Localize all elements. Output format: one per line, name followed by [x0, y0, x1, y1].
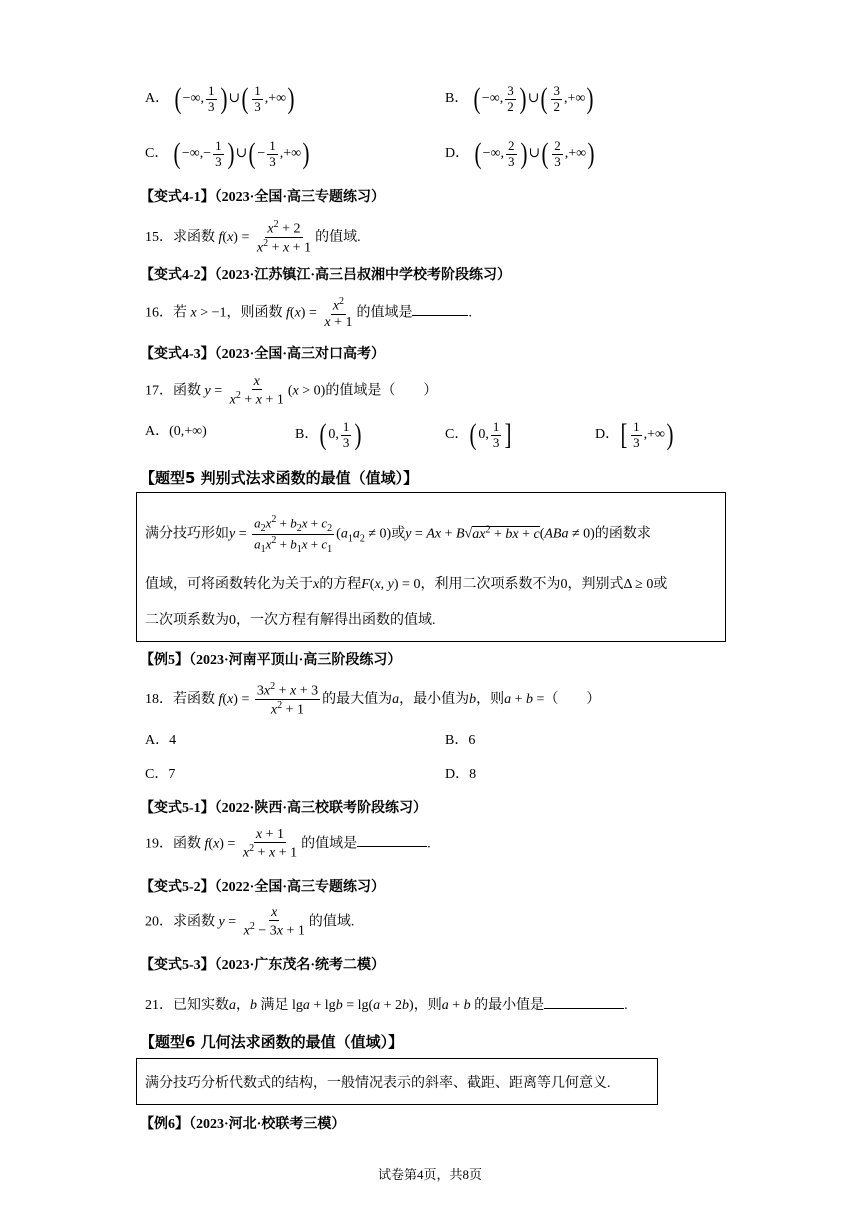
q18-option-b: B．6 [445, 733, 476, 748]
answer-blank[interactable] [357, 846, 427, 847]
q18-option-a: A．4 [145, 733, 177, 748]
variant-4-2: 【变式4-2】（2023·江苏镇江·高三吕叔湘中学校考阶段练习） [140, 268, 511, 283]
page-footer: 试卷第4页，共8页 [377, 1167, 482, 1182]
question-21: 21．已知实数a，b 满足 lga + lgb = lg(a + 2b)，则a + b 的最小值是 . [145, 998, 628, 1013]
question-16: 16．若 x > −1，则函数 f(x) = $\frac{x^2}{x + 1}$ 的值域是 . [145, 296, 472, 331]
answer-blank[interactable] [412, 315, 468, 316]
option-label: A． [145, 91, 170, 107]
section-heading-5: 【题型5 判别式法求函数的最值（值域）】 [140, 469, 419, 487]
tip5-line2: 值域，可将函数转化为关于x的方程F(x, y) = 0，利用二次项系数不为0，判别式Δ ≥ 0或 [145, 577, 668, 592]
q17-option-c: C．( 0, $\frac{1}{3}$ ] [445, 418, 512, 451]
tip5-line1: 满分技巧形如y = $\frac{a_2x^2 + b_2x + c_2}{a_1x^2 + b_1x + c_1}$ $(a_1a_2 \ne 0)$或$y = Ax + B√ax^2$ + bx + c(ABa ≠ 0)的函数求 [145, 514, 651, 555]
variant-5-2: 【变式5-2】（2022·全国·高三专题练习） [140, 880, 385, 895]
variant-4-1: 【变式4-1】（2023·全国·高三专题练习） [140, 190, 385, 205]
variant-5-1: 【变式5-1】（2022·陕西·高三校联考阶段练习） [140, 801, 427, 816]
option-a: A． ( −∞, $\frac{1}{3}$ ) ∪( $\frac{1}{3}$ ,+∞) [145, 82, 295, 115]
q17-option-b: B．( 0, $\frac{1}{3}$ ) [295, 418, 362, 451]
question-15: 15．求函数 f(x) = $\frac{x^2 + 2}{x^2 + x + 1}$ 的值域. [145, 219, 361, 256]
example-5: 【例5】（2023·河南平顶山·高三阶段练习） [140, 653, 402, 668]
question-20: 20．求函数 y = $\frac{x}{x^2 - 3x + 1}$ 的值域. [145, 905, 355, 940]
tip5-line3: 二次项系数为0，一次方程有解得出函数的值域. [145, 613, 436, 628]
option-label: D． [445, 146, 470, 162]
q18-option-c: C．7 [145, 767, 176, 782]
tip6-text: 满分技巧分析代数式的结构，一般情况表示的斜率、截距、距离等几何意义. [145, 1076, 611, 1091]
option-c: C． ( −∞,− $\frac{1}{3}$ ) ∪( − $\frac{1}{3}$ ,+∞) [145, 137, 310, 170]
q18-option-d: D．8 [445, 767, 477, 782]
option-d: D． ( −∞, $\frac{2}{3}$ ) ∪( $\frac{2}{3}$ ,+∞) [445, 137, 595, 170]
question-18: 18．若函数 f(x) = $\frac{3x^2 + x + 3}{x^2 + 1}$ 的最大值为a，最小值为b，则a + b =（ ） [145, 681, 601, 718]
variant-4-3: 【变式4-3】（2023·全国·高三对口高考） [140, 347, 385, 362]
q17-option-a: A．(0,+∞) [145, 424, 207, 439]
example-6: 【例6】（2023·河北·校联考三模） [140, 1117, 346, 1132]
q17-option-d: D．[ $\frac{1}{3}$ ,+∞) [595, 418, 674, 451]
option-label: C． [145, 146, 169, 162]
option-label: B． [445, 91, 469, 107]
option-b: B． ( −∞, $\frac{3}{2}$ ) ∪( $\frac{3}{2}$ ,+∞) [445, 82, 594, 115]
section-heading-6: 【题型6 几何法求函数的最值（值域）】 [140, 1033, 404, 1051]
variant-5-3: 【变式5-3】（2023·广东茂名·统考二模） [140, 958, 385, 973]
answer-blank[interactable] [544, 1008, 624, 1009]
question-17: 17．函数 y = $\frac{x}{x^2 + x + 1}$ (x > 0)的值域是（ ） [145, 374, 438, 409]
question-19: 19．函数 f(x) = $\frac{x + 1}{x^2 + x + 1}$ 的值域是 . [145, 827, 431, 862]
